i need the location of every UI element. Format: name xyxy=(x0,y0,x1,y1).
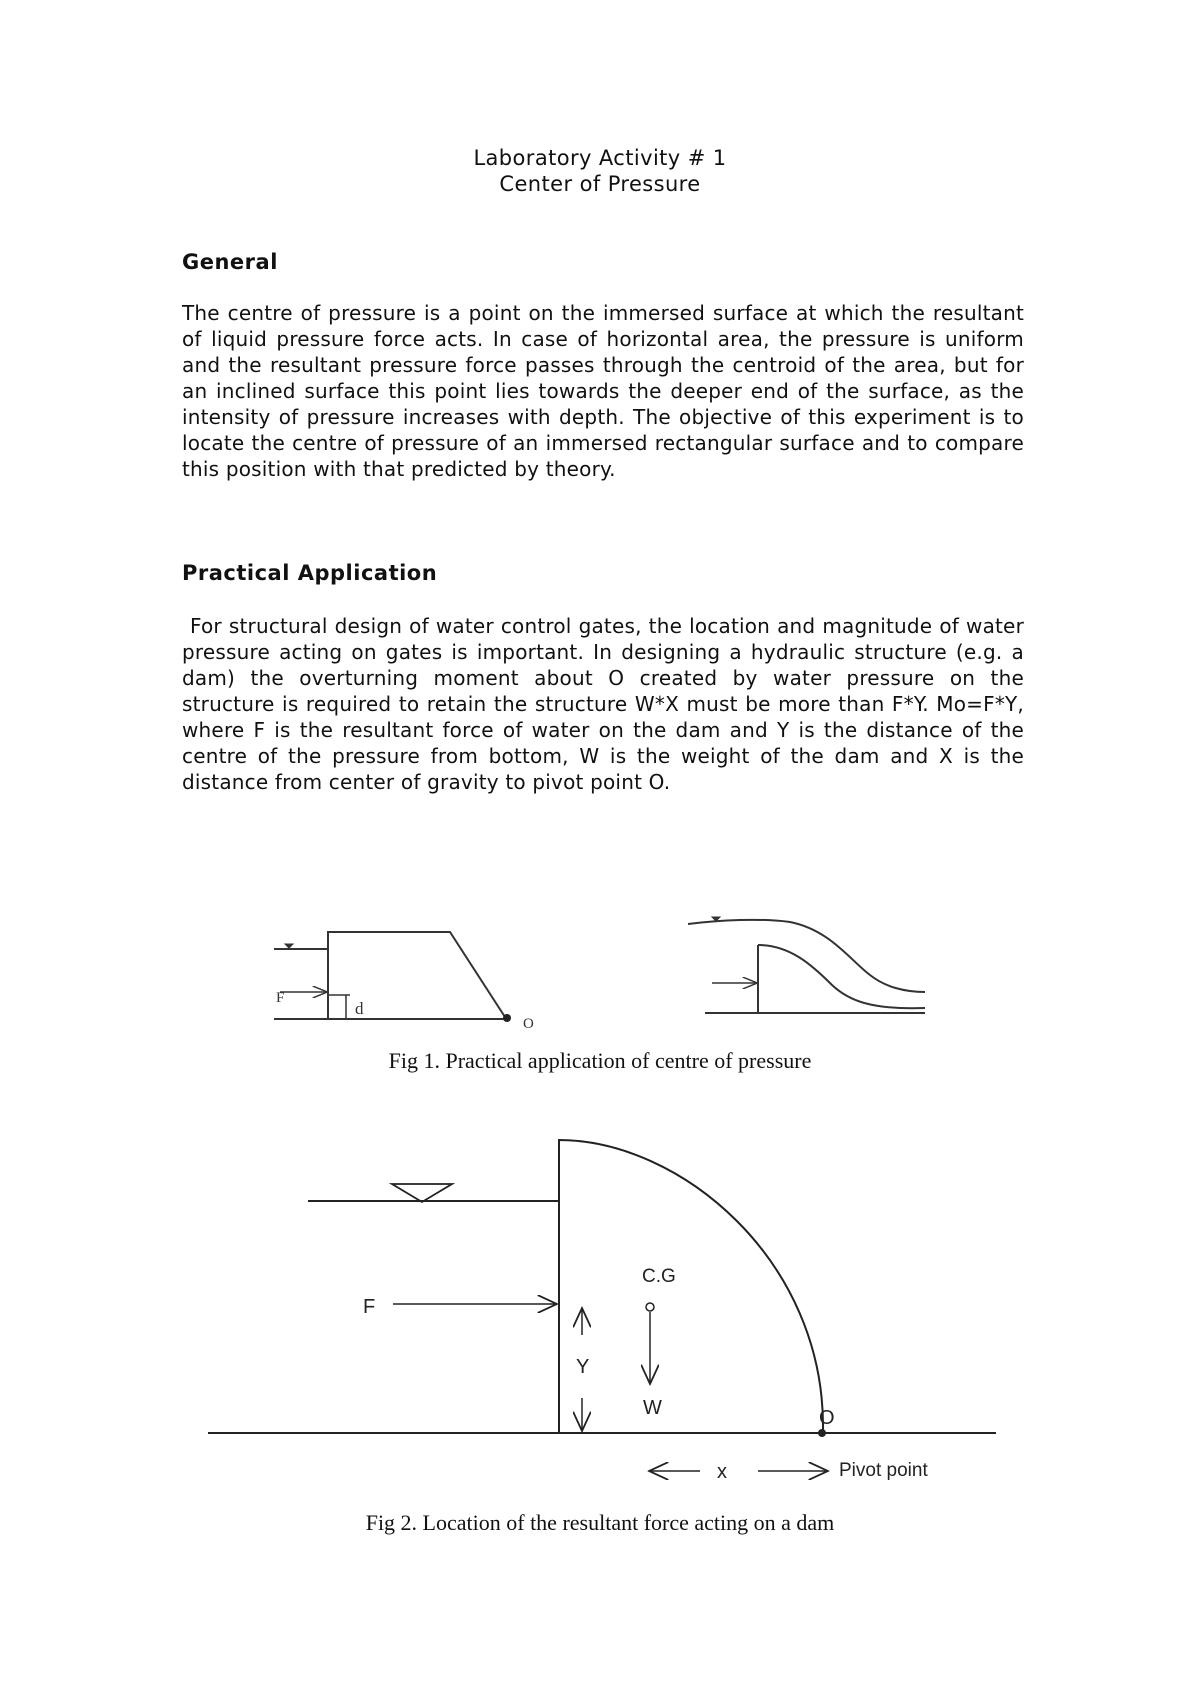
water-level-icon xyxy=(392,1184,452,1202)
practical-paragraph: For structural design of water control gates, the location and magnitude of water pressure acting on gates is important. In designing a hydraulic structure (e.g. a dam) the overturning moment about O created by water pressure on the structure is required to retain the structure W*X must be more than F*Y. Mo=F*Y, where F is the resultant force of water on the dam and Y is the distance of the centre of the pressure from bottom, W is the weight of the dam and X is the distance from center of gravity to pivot point O. xyxy=(182,614,1024,794)
document-title: Laboratory Activity # 1 xyxy=(473,146,727,170)
fig2-label-F: F xyxy=(363,1296,376,1318)
section-heading-general: General xyxy=(182,250,278,274)
fig2-label-W: W xyxy=(643,1397,662,1419)
dam-outline xyxy=(559,1140,823,1433)
fig1-label-O: O xyxy=(523,1016,534,1032)
general-paragraph: The centre of pressure is a point on the immersed surface at which the resultant of liquid pressure force acts. In case of horizontal area, the pressure is uniform and the resultant pressure force passes through the centroid of the area, but for an inclined surface this point lies towards the deeper end of the surface, as the intensity of pressure increases with depth. The objective of this experiment is to locate the centre of pressure of an immersed rectangular surface and to compare this position with that predicted by theory. xyxy=(182,301,1024,481)
fig1-label-F: F xyxy=(276,990,285,1006)
fig1-label-d: d xyxy=(355,999,364,1018)
figure-2-caption: Fig 2. Location of the resultant force acting on a dam xyxy=(365,1510,835,1535)
fig2-label-CG: C.G xyxy=(642,1266,676,1287)
fig2-label-O: O xyxy=(819,1407,835,1429)
fig2-label-Y: Y xyxy=(576,1356,590,1378)
pivot-dot xyxy=(818,1429,826,1437)
section-heading-practical: Practical Application xyxy=(182,561,438,585)
fig2-label-x: x xyxy=(717,1461,727,1483)
center-of-gravity-dot xyxy=(646,1303,654,1311)
figure-1-caption: Fig 1. Practical application of centre of pressure xyxy=(388,1048,812,1073)
fig2-label-pivot: Pivot point xyxy=(839,1460,928,1481)
document-subtitle: Center of Pressure xyxy=(499,172,701,196)
